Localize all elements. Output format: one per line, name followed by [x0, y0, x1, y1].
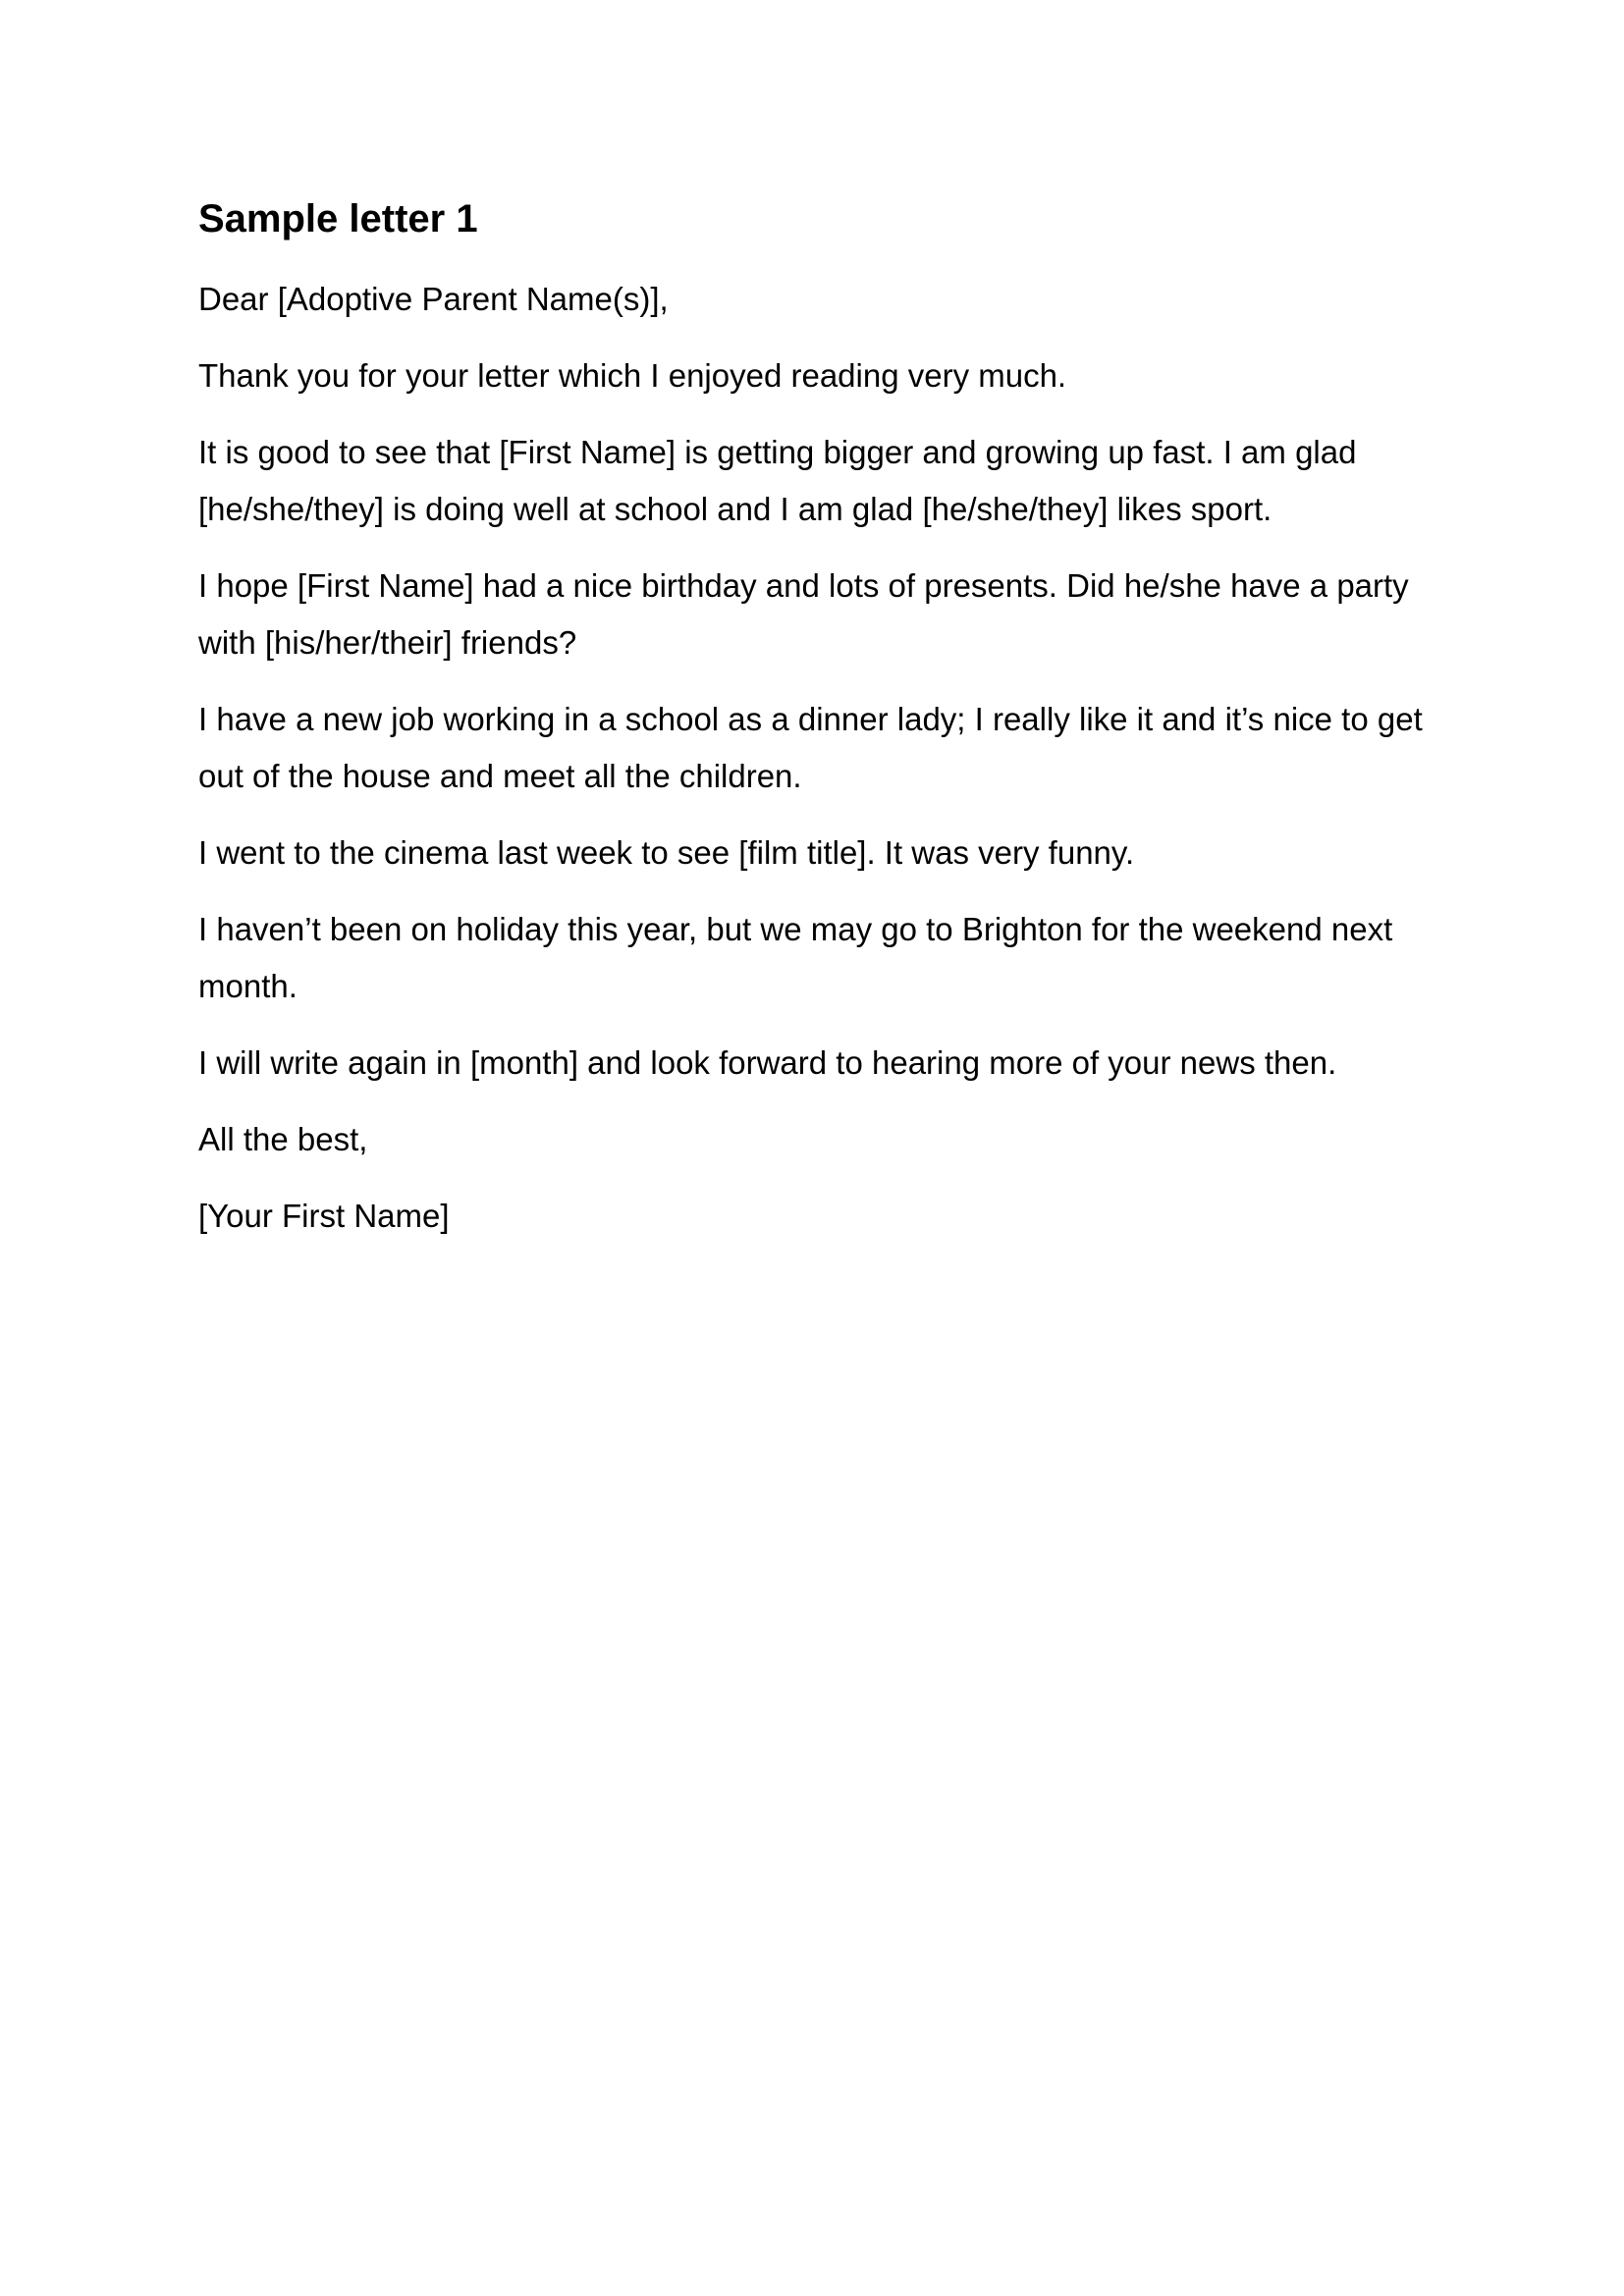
letter-paragraph: I hope [First Name] had a nice birthday and lots of presents. Did he/she have a party with [his/her/their] friends?: [198, 567, 1409, 661]
letter-closing: All the best,: [198, 1121, 368, 1157]
letter-paragraph: Thank you for your letter which I enjoyed reading very much.: [198, 357, 1067, 394]
letter-paragraph: I will write again in [month] and look forward to hearing more of your news then.: [198, 1044, 1337, 1081]
letter-paragraph: It is good to see that [First Name] is getting bigger and growing up fast. I am glad [he/she/they] is doing well at school and I am glad [he/she/they] likes sport.: [198, 434, 1357, 527]
letter-paragraph: I went to the cinema last week to see [film title]. It was very funny.: [198, 834, 1135, 871]
letter-body: [198, 192, 1426, 1264]
letter-paragraph: I haven’t been on holiday this year, but we may go to Brighton for the weekend next month.: [198, 911, 1393, 1004]
letter-title: Sample letter 1: [198, 197, 478, 240]
letter-greeting: Dear [Adoptive Parent Name(s)],: [198, 281, 669, 317]
letter-paragraph: I have a new job working in a school as a dinner lady; I really like it and it’s nice to get out of the house and meet all the children.: [198, 701, 1423, 794]
letter-signature: [Your First Name]: [198, 1198, 450, 1234]
